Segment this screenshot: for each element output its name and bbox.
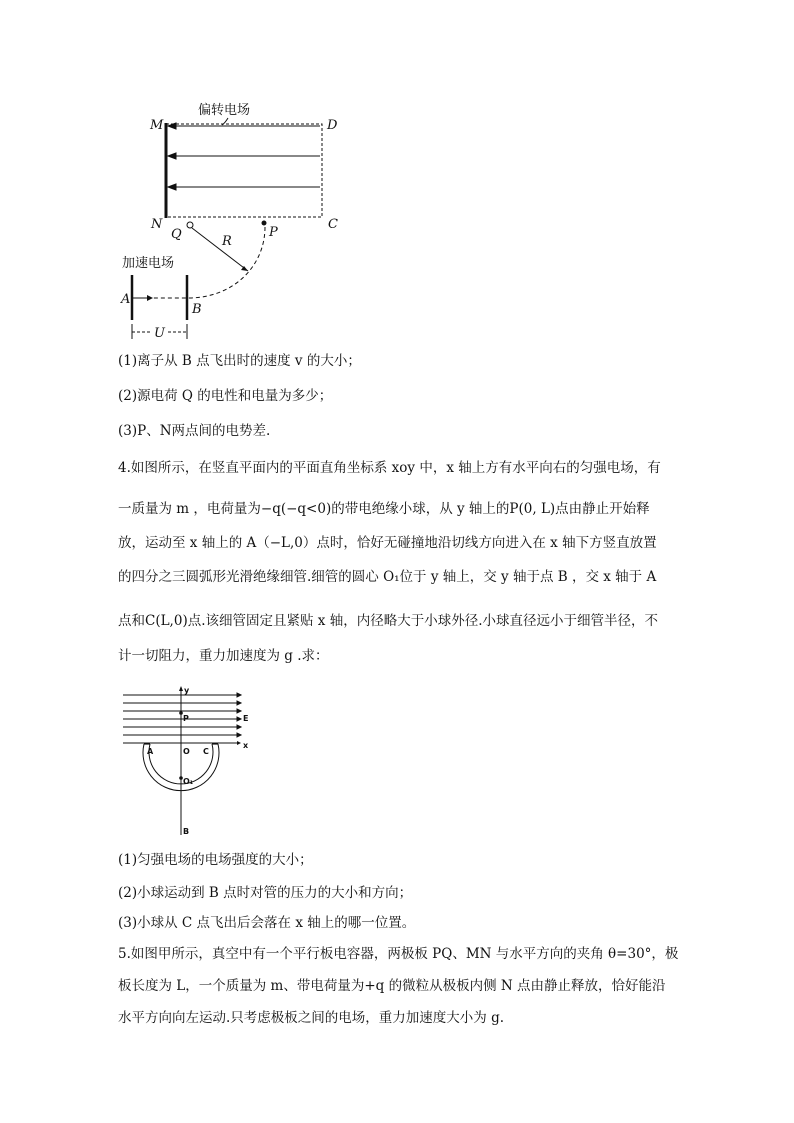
label-y: y — [184, 686, 190, 695]
label-x: x — [243, 741, 249, 750]
y-axis-arrowhead — [179, 686, 183, 691]
label-C: C — [203, 747, 209, 756]
radius-line — [192, 228, 248, 271]
label-A: A — [121, 292, 131, 307]
q3-item-1: (1)离子从 B 点飞出时的速度 v 的大小； — [118, 353, 361, 369]
q4-line-6: 计一切阻力，重力加速度为 g .求： — [118, 648, 329, 664]
x-axis-arrowhead — [237, 741, 241, 745]
field-boundary — [166, 124, 322, 217]
label-O: O — [183, 747, 190, 756]
charge-Q — [187, 222, 193, 228]
figure-deflection-field — [110, 95, 360, 345]
label-P: P — [183, 714, 189, 723]
label-P: P — [269, 225, 278, 240]
label-B: B — [192, 302, 202, 317]
q4-line-2: 一质量为 m ，电荷量为−q(−q<0)的带电绝缘小球，从 y 轴上的P(0, L)点由静止开始释 — [118, 501, 650, 517]
q4-line-1: 4.如图所示，在竖直平面内的平面直角坐标系 xoy 中，x 轴上方有水平向右的匀强电场，有 — [118, 460, 661, 476]
q5-line-3: 水平方向向左运动.只考虑极板之间的电场，重力加速度大小为 g. — [118, 1010, 505, 1026]
q3-item-3: (3)P、N两点间的电势差. — [118, 423, 271, 439]
point-P — [262, 221, 267, 226]
q5-line-2: 板长度为 L，一个质量为 m、带电荷量为+q 的微粒从极板内侧 N 点由静止释放，恰好能沿 — [118, 978, 666, 994]
q4-line-5: 点和C(L,0)点.该细管固定且紧贴 x 轴，内径略大于小球外径.小球直径远小于细管半径，不 — [118, 613, 658, 629]
ion-arrowhead — [147, 295, 153, 301]
label-E: E — [243, 714, 249, 723]
q5-line-1: 5.如图甲所示，真空中有一个平行板电容器，两极板 PQ、MN 与水平方向的夹角 θ=30°，极 — [118, 946, 679, 962]
label-deflection-field: 偏转电场 — [198, 103, 251, 118]
label-M: M — [150, 118, 164, 133]
q3-item-2: (2)源电荷 Q 的电性和电量为多少； — [118, 388, 333, 404]
q4-line-4: 的四分之三圆弧形光滑绝缘细管.细管的圆心 O₁位于 y 轴上，交 y 轴于点 B ，交 x 轴于 A — [118, 569, 657, 585]
label-U: U — [154, 326, 165, 341]
q4-line-3: 放，运动至 x 轴上的 A（−L,0）点时，恰好无碰撞地沿切线方向进入在 x 轴下方竖直放置 — [118, 535, 657, 551]
figure-tube-field — [115, 683, 260, 843]
label-N: N — [151, 217, 163, 232]
label-A: A — [147, 747, 154, 756]
field-lines — [123, 693, 241, 737]
label-C: C — [328, 217, 338, 232]
label-B: B — [183, 827, 190, 836]
label-D: D — [327, 118, 338, 133]
label-Q: Q — [171, 227, 182, 242]
field-arrows — [168, 123, 320, 190]
label-R: R — [222, 234, 232, 249]
q4-item-2: (2)小球运动到 B 点时对管的压力的大小和方向； — [118, 885, 413, 901]
label-O1: O₁ — [183, 777, 194, 786]
q4-item-3: (3)小球从 C 点飞出后会落在 x 轴上的哪一位置。 — [118, 915, 416, 931]
label-accel-field: 加速电场 — [122, 256, 175, 271]
q4-item-1: (1)匀强电场的电场强度的大小； — [118, 852, 313, 868]
